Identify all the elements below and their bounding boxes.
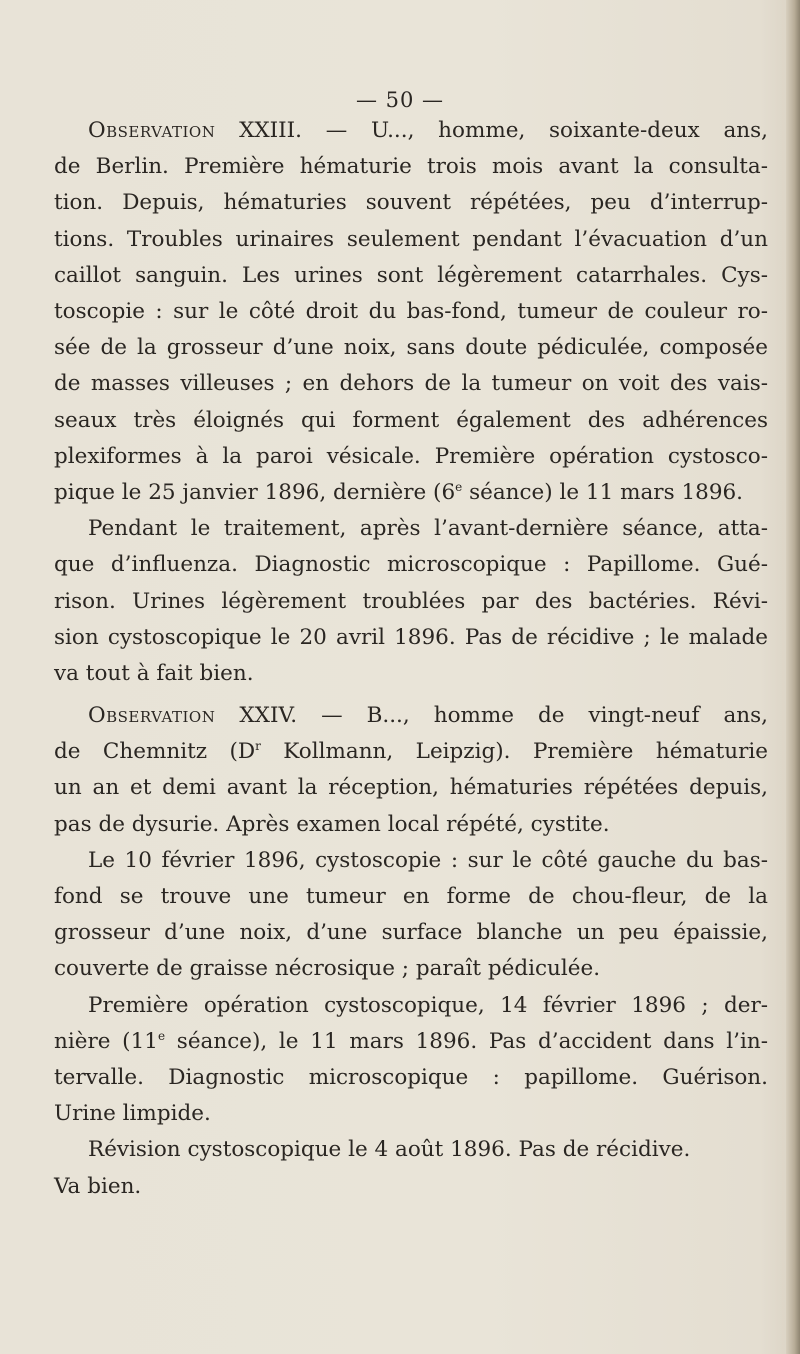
text-line: que d’influenza. Diagnostic microscopique : Papillome. Gué-	[54, 552, 768, 578]
text-line: rison. Urines légèrement troublées par des bactéries. Révi-	[54, 588, 768, 614]
text-line: pas de dysurie. Après examen local répété, cystite.	[54, 811, 610, 837]
observation-heading	[54, 113, 768, 149]
text-line: Pendant le traitement, après l’avant-dernière séance, atta-	[88, 516, 768, 542]
text-line: tion. Depuis, hématuries souvent répétées, peu d’interrup-	[54, 190, 768, 216]
observation-label: Observation	[88, 703, 216, 728]
text-line: tervalle. Diagnostic microscopique : papillome. Guérison.	[54, 1065, 768, 1091]
text-line: couverte de graisse nécrosique ; paraît pédiculée.	[54, 956, 601, 982]
superscript: e	[455, 480, 463, 495]
text-fragment: Kollmann, Leipzig). Première hématurie	[260, 739, 768, 765]
page-number: — 50 —	[355, 88, 445, 112]
text-line: Urine limpide.	[54, 1101, 211, 1127]
observation-xxiv	[54, 698, 768, 1205]
superscript: e	[157, 1028, 166, 1043]
text-line: tions. Troubles urinaires seulement pendant l’évacuation d’un	[54, 226, 768, 252]
text-line: fond se trouve une tumeur en forme de chou-fleur, de la	[54, 884, 768, 910]
text-fragment: nière (11	[54, 1028, 158, 1054]
text-line: Première opération cystoscopique, 14 février 1896 ; der-	[88, 992, 768, 1018]
text-line: plexiformes à la paroi vésicale. Première opération cystosco-	[54, 443, 768, 469]
text-line: va tout à fait bien.	[54, 661, 254, 687]
observation-number: XXIV.	[239, 703, 298, 728]
text-line: un an et demi avant la réception, hématuries répétées depuis,	[54, 775, 768, 801]
text-line: sion cystoscopique le 20 avril 1896. Pas de récidive ; le malade	[54, 624, 768, 650]
text-fragment: de Chemnitz (D	[54, 739, 256, 765]
superscript: r	[255, 739, 261, 754]
text-line: de Berlin. Première hématurie trois mois avant la consulta-	[54, 154, 768, 180]
text-line: Va bien.	[54, 1173, 142, 1199]
observation-number: XXIII.	[239, 118, 302, 143]
text-line: seaux très éloignés qui forment également des adhérences	[54, 407, 768, 433]
heading-text: — U..., homme, soixante-deux ans,	[325, 118, 768, 143]
observation-heading	[54, 698, 768, 734]
text-fragment: pique le 25 janvier 1896, dernière (6	[54, 480, 456, 506]
text-line: de masses villeuses ; en dehors de la tumeur on voit des vais-	[54, 371, 768, 397]
text-line: grosseur d’une noix, d’une surface blanche un peu épaissie,	[54, 920, 768, 946]
text-fragment: séance) le 11 mars 1896.	[462, 480, 744, 506]
observation-xxiii	[54, 113, 768, 692]
text-line: Révision cystoscopique le 4 août 1896. Pas de récidive.	[88, 1137, 691, 1163]
text-line	[54, 734, 768, 770]
heading-text: — B..., homme de vingt-neuf ans,	[321, 703, 768, 728]
text-line: Le 10 février 1896, cystoscopie : sur le côté gauche du bas-	[88, 847, 768, 873]
text-line: sée de la grosseur d’une noix, sans doute pédiculée, composée	[54, 335, 768, 361]
text-fragment: séance), le 11 mars 1896. Pas d’accident dans l’in-	[165, 1028, 768, 1054]
observation-label: Observation	[88, 118, 216, 143]
text-line	[54, 1024, 768, 1060]
page-edge	[786, 0, 800, 1354]
text-line	[54, 475, 768, 511]
text-line: caillot sanguin. Les urines sont légèrement catarrhales. Cys-	[54, 262, 768, 288]
text-line: toscopie : sur le côté droit du bas-fond, tumeur de couleur ro-	[54, 299, 768, 325]
